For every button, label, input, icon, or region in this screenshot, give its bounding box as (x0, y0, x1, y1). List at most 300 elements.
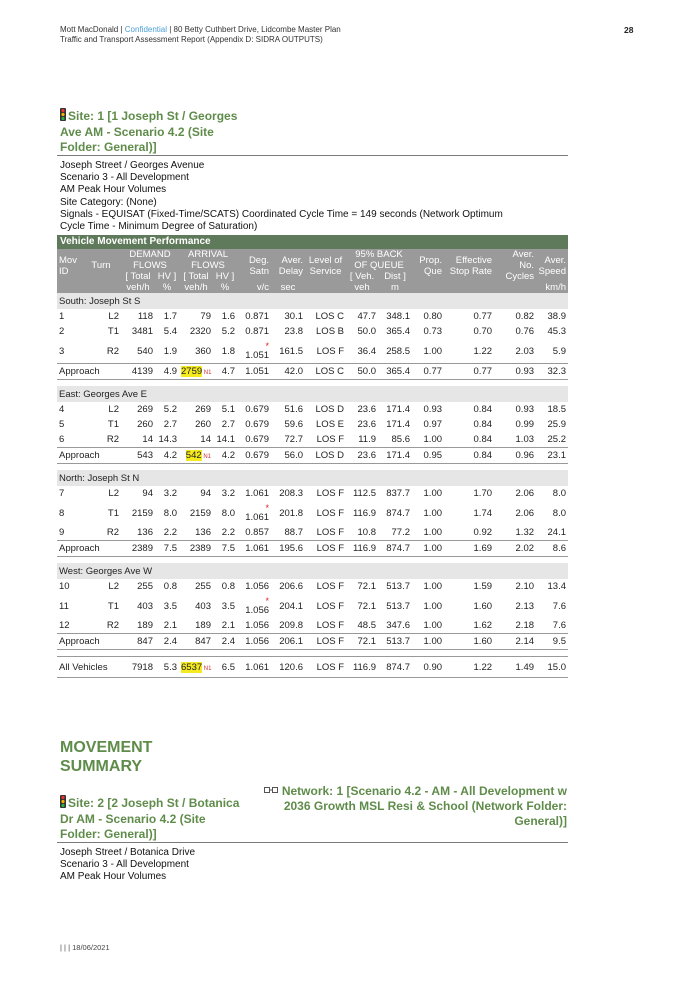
turn-cell: L2 (108, 404, 119, 415)
table-cell: 1.00 (423, 600, 443, 612)
deg-satn-cell: 0.857 (245, 527, 270, 538)
table-cell: 1.9 (163, 345, 177, 357)
deg-satn-cell: 0.679 (245, 434, 270, 445)
turn-cell: T1 (107, 507, 119, 519)
table-cell: 14 (142, 434, 153, 445)
col-prop-que: Prop. Que (412, 249, 444, 282)
los-cell: LOS C (305, 364, 346, 380)
table-cell: 1.7 (163, 311, 177, 322)
mov-id-cell: 12 (59, 620, 70, 631)
table-cell: 365.4 (378, 364, 412, 380)
table-cell: 4.7 (213, 364, 237, 380)
unit-cell (494, 282, 536, 293)
table-cell: 4.2 (213, 448, 237, 464)
table-cell: 1.62 (473, 620, 493, 631)
table-cell: 1.00 (412, 541, 444, 557)
network-title-line-2: 2036 Growth MSL Resi & School (Network Folder: (283, 799, 567, 813)
spacer-cell (57, 650, 568, 657)
arrival-total-cell: 94 (200, 488, 211, 499)
table-cell: 116.9 (346, 657, 378, 678)
approach-label: Approach (57, 448, 121, 464)
arrival-total-cell: 255 (195, 581, 211, 592)
table-cell: 1.00 (423, 507, 443, 519)
table-cell: 94 (142, 488, 153, 499)
table-cell: 403 (137, 600, 153, 612)
table-cell: 260 (137, 419, 153, 430)
vehicle-movement-performance-bar: Vehicle Movement Performance (57, 235, 568, 249)
table-cell: 136 (137, 527, 153, 538)
table-cell: 3.5 (163, 600, 177, 612)
arrival-total-cell: 189 (195, 620, 211, 631)
page-footer: | | | 18/06/2021 (60, 943, 110, 952)
table-cell: 51.6 (284, 404, 304, 415)
table-cell: 116.9 (346, 541, 378, 557)
deg-satn-cell: 0.679 (245, 419, 270, 430)
all-vehicles-row (57, 657, 568, 678)
table-cell: 8.0 (552, 488, 567, 499)
table-cell: 1.22 (473, 345, 493, 357)
table-cell: 0.679 (237, 448, 271, 464)
los-cell: LOS B (316, 326, 345, 337)
highlighted-value: 6537 (181, 661, 203, 673)
table-cell: 2.10 (515, 581, 535, 592)
turn-cell: L2 (108, 311, 119, 322)
table-cell: 0.97 (423, 419, 443, 430)
table-cell: 1.22 (444, 657, 494, 678)
table-cell: 0.84 (473, 404, 493, 415)
mov-id-cell: 10 (59, 581, 70, 592)
site1-title-line-1: Site: 1 [1 Joseph St / Georges (68, 109, 238, 123)
table-cell: 5.2 (221, 326, 236, 337)
turn-cell: R2 (106, 527, 119, 538)
table-cell: 15.0 (536, 657, 568, 678)
site1-description (60, 160, 503, 233)
desc-line: Scenario 3 - All Development (60, 859, 189, 871)
deg-satn-cell: 1.056 (245, 581, 270, 592)
section-row (57, 563, 568, 579)
col-effective-stop-rate: Effective Stop Rate (444, 249, 494, 282)
table-cell: 171.4 (378, 448, 412, 464)
table-cell: 1.8 (221, 345, 236, 357)
table-row (57, 594, 568, 618)
table-cell: 23.1 (536, 448, 568, 464)
table-cell: 0.95 (412, 448, 444, 464)
arrival-total-cell (179, 657, 213, 678)
table-cell: 1.69 (444, 541, 494, 557)
header-line-1 (60, 25, 341, 35)
table-cell: 5.9 (552, 345, 567, 357)
los-cell: LOS F (316, 620, 345, 631)
section-row (57, 470, 568, 486)
desc-line: Joseph Street / Botanica Drive (60, 847, 196, 858)
table-cell: 1.061 (237, 541, 271, 557)
table-cell: 14.1 (216, 434, 236, 445)
site2-rule (57, 842, 568, 843)
table-cell: 72.1 (346, 634, 378, 650)
table-cell: 2.02 (494, 541, 536, 557)
deg-satn-value: 1.056 (245, 604, 270, 616)
deg-satn-cell: 0.679 (245, 404, 270, 415)
table-cell: 5.2 (163, 404, 177, 415)
table-cell: 2.4 (213, 634, 237, 650)
desc-line: Site Category: (None) (60, 196, 157, 208)
table-cell: 50.0 (357, 326, 377, 337)
turn-cell: R2 (106, 620, 119, 631)
note-n1-marker: N1 (202, 370, 212, 376)
arrival-total-cell: 269 (195, 404, 211, 415)
arrival-total-cell: 360 (195, 345, 211, 357)
table-cell: 13.4 (547, 581, 567, 592)
col-aver-no-cycles: Aver. No. Cycles (494, 249, 536, 282)
table-row (57, 525, 568, 541)
turn-cell: T1 (107, 419, 119, 430)
table-cell: 6.5 (213, 657, 237, 678)
header-confidential: Confidential (124, 25, 168, 34)
mov-id-cell: 8 (59, 507, 65, 519)
table-cell: 513.7 (386, 600, 411, 612)
col-deg-satn: Deg. Satn (237, 249, 271, 282)
col-arrival-flows: ARRIVAL FLOWS (179, 249, 237, 271)
mov-id-cell: 9 (59, 527, 65, 538)
table-cell: 8.6 (536, 541, 568, 557)
arrival-total-cell: 403 (195, 600, 211, 612)
unit-cell (81, 282, 121, 293)
table-cell: 4.2 (155, 448, 179, 464)
table-cell: 348.1 (386, 311, 411, 322)
table-cell: 1.60 (444, 634, 494, 650)
table-cell: 0.8 (221, 581, 236, 592)
header-org: Mott MacDonald | (60, 25, 125, 34)
table-cell: 11.9 (358, 434, 377, 445)
turn-cell: L2 (108, 488, 119, 499)
table-row (57, 309, 568, 324)
table-cell: 1.00 (423, 581, 443, 592)
table-cell: 10.8 (357, 527, 377, 538)
table-cell: 50.0 (346, 364, 378, 380)
mov-id-cell: 11 (59, 600, 69, 612)
unit-cell: km/h (536, 282, 568, 293)
turn-cell: R2 (106, 345, 119, 357)
table-cell: 269 (137, 404, 153, 415)
los-cell: LOS C (315, 311, 345, 322)
section-label: South: Joseph St S (57, 293, 568, 309)
table-cell: 36.4 (357, 345, 377, 357)
table-cell: 4139 (121, 364, 155, 380)
table-cell: 23.8 (284, 326, 304, 337)
table-cell: 206.1 (271, 634, 305, 650)
highlighted-value: 542 (185, 450, 202, 461)
unit-cell (57, 282, 81, 293)
site2-title-line-3: Folder: General)] (60, 827, 157, 841)
table-cell: 0.77 (412, 364, 444, 380)
table-cell: 513.7 (386, 581, 411, 592)
table-cell: 23.6 (357, 404, 377, 415)
table-cell: 2389 (121, 541, 155, 557)
los-cell: LOS F (316, 527, 345, 538)
traffic-light-icon (60, 108, 66, 125)
deg-satn-cell (237, 594, 271, 618)
approach-row (57, 634, 568, 650)
los-cell: LOS F (316, 345, 345, 357)
site2-title-line-2: Dr AM - Scenario 4.2 (Site (60, 812, 206, 826)
col-back-of-queue: 95% BACK OF QUEUE (346, 249, 412, 271)
col-demand-flows: DEMAND FLOWS (121, 249, 179, 271)
arrival-total-cell: 14 (200, 434, 211, 445)
table-cell: 0.73 (423, 326, 443, 337)
table-cell: 0.77 (444, 364, 494, 380)
unit-cell: veh/h (179, 282, 213, 293)
table-cell: 0.99 (515, 419, 535, 430)
table-cell: 2.06 (515, 507, 535, 519)
spacer-row (57, 650, 568, 657)
table-row (57, 417, 568, 432)
deg-satn-cell (237, 339, 271, 364)
table-cell: 8.0 (163, 507, 177, 519)
oversaturation-star: * (265, 340, 270, 351)
table-cell: 1.60 (473, 600, 493, 612)
mov-id-cell: 4 (59, 404, 65, 415)
desc-line: Cycle Time - Minimum Degree of Saturation) (60, 221, 258, 233)
table-cell: 45.3 (547, 326, 567, 337)
table-cell: 42.0 (271, 364, 305, 380)
los-cell: LOS D (315, 404, 345, 415)
table-cell: 5.3 (155, 657, 179, 678)
table-cell: 23.6 (357, 419, 377, 430)
table-cell: 3.5 (221, 600, 236, 612)
site2-description (60, 847, 195, 884)
col-aver-delay: Aver. Delay (271, 249, 305, 282)
table-cell: 1.00 (423, 620, 443, 631)
table-cell: 3.2 (221, 488, 236, 499)
table-cell: 38.9 (547, 311, 567, 322)
network-title-line-3: General)] (514, 814, 567, 828)
table-cell: 874.7 (386, 507, 411, 519)
table-cell: 2.1 (221, 620, 236, 631)
table-cell: 171.4 (386, 419, 411, 430)
movement-summary-heading (60, 738, 152, 776)
table-cell: 2.03 (515, 345, 535, 357)
desc-line: Signals - EQUISAT (Fixed-Time/SCATS) Coordinated Cycle Time = 149 seconds (Network Optimum (60, 208, 503, 220)
arrival-total-cell: 136 (195, 527, 211, 538)
unit-cell: m (378, 282, 412, 293)
section-label: West: Georges Ave W (57, 563, 568, 579)
table-cell: 7.6 (552, 600, 567, 612)
table-cell: 8.0 (552, 507, 567, 519)
table-cell: 543 (121, 448, 155, 464)
table-cell: 0.92 (473, 527, 493, 538)
traffic-light-icon (60, 795, 66, 812)
col-demand-total: [ Total (121, 271, 155, 282)
col-arrival-total: [ Total (179, 271, 213, 282)
table-cell: 874.7 (378, 657, 412, 678)
note-n1-marker: N1 (202, 665, 212, 672)
unit-cell: sec (271, 282, 305, 293)
table-cell: 0.93 (494, 364, 536, 380)
col-demand-hv: HV ] (155, 271, 179, 282)
table-cell: 0.76 (515, 326, 535, 337)
deg-satn-cell (237, 501, 271, 525)
units-row (57, 282, 568, 293)
deg-satn-value: 1.051 (245, 349, 270, 361)
table-cell: 72.1 (357, 581, 377, 592)
col-mov-id: Mov ID (57, 249, 81, 282)
los-cell: LOS F (316, 581, 345, 592)
col-queue-dist: Dist ] (378, 271, 412, 282)
table-row (57, 339, 568, 364)
table-cell: 88.7 (284, 527, 304, 538)
table-cell: 2.06 (515, 488, 535, 499)
table-cell: 1.6 (221, 311, 236, 322)
section-row (57, 293, 568, 309)
table-cell: 0.93 (423, 404, 443, 415)
table-cell: 206.6 (279, 581, 304, 592)
turn-cell: T1 (107, 326, 119, 337)
table-cell: 1.00 (423, 488, 443, 499)
network-title-line-1: Network: 1 [Scenario 4.2 - AM - All Development w (281, 784, 567, 798)
table-row (57, 432, 568, 448)
site2-title (60, 795, 260, 842)
col-arrival-hv: HV ] (213, 271, 237, 282)
table-cell: 2.4 (155, 634, 179, 650)
table-cell: 72.7 (284, 434, 304, 445)
unit-cell: veh (346, 282, 378, 293)
table-cell: 72.1 (357, 600, 377, 612)
table-cell: 0.70 (473, 326, 493, 337)
table-cell: 2.1 (163, 620, 177, 631)
table-cell: 258.5 (386, 345, 411, 357)
table-cell: 1.00 (423, 345, 443, 357)
table-cell: 118 (137, 311, 153, 322)
table-cell: 112.5 (352, 488, 377, 499)
los-cell: LOS F (316, 434, 345, 445)
arrival-total-cell: 260 (195, 419, 211, 430)
site1-title-line-2: Ave AM - Scenario 4.2 (Site (60, 125, 214, 139)
table-cell: 1.00 (412, 634, 444, 650)
table-cell: 255 (137, 581, 153, 592)
desc-line: AM Peak Hour Volumes (60, 871, 167, 883)
table-cell: 0.8 (163, 581, 177, 592)
approach-row (57, 448, 568, 464)
table-cell: 1.061 (237, 657, 271, 678)
table-cell: 7918 (121, 657, 155, 678)
mov-id-cell: 1 (59, 311, 65, 322)
table-cell: 2159 (131, 507, 153, 519)
deg-satn-value: 1.061 (245, 511, 270, 523)
table-cell: 1.49 (494, 657, 536, 678)
unit-cell (412, 282, 444, 293)
arrival-total-cell: 79 (200, 311, 211, 322)
table-cell: 59.6 (284, 419, 304, 430)
table-cell: 1.32 (515, 527, 535, 538)
approach-label: Approach (57, 634, 121, 650)
table-row (57, 579, 568, 594)
site1-title (60, 108, 260, 155)
los-cell: LOS F (316, 488, 345, 499)
los-cell: LOS F (316, 600, 345, 612)
table-cell: 540 (137, 345, 153, 357)
arrival-total-cell: 2320 (189, 326, 211, 337)
unit-cell: v/c (237, 282, 271, 293)
table-row (57, 324, 568, 339)
page-number: 28 (624, 25, 634, 35)
table-cell: 1.59 (473, 581, 493, 592)
deg-satn-cell: 1.056 (245, 620, 270, 631)
los-cell: LOS F (316, 507, 345, 519)
approach-row (57, 364, 568, 380)
arrival-total-cell: 2159 (189, 507, 211, 519)
turn-cell: R2 (106, 434, 119, 445)
approach-label: Approach (57, 364, 121, 380)
table-cell: 1.00 (423, 434, 443, 445)
table-cell: 7.5 (213, 541, 237, 557)
table-cell: 47.7 (357, 311, 377, 322)
table-cell: 2.13 (515, 600, 535, 612)
table-cell: 0.96 (494, 448, 536, 464)
mov-id-cell: 7 (59, 488, 65, 499)
table-cell: 3.2 (163, 488, 177, 499)
table-cell: 189 (137, 620, 153, 631)
table-cell: 209.8 (279, 620, 304, 631)
table-cell: 347.6 (386, 620, 411, 631)
table-cell: 48.5 (357, 620, 377, 631)
table-cell: 0.93 (515, 404, 535, 415)
table-cell: 874.7 (378, 541, 412, 557)
table-cell: 0.77 (473, 311, 493, 322)
network-title (255, 784, 567, 829)
col-turn: Turn (81, 249, 121, 282)
table-cell: 365.4 (386, 326, 411, 337)
site1-rule (57, 155, 568, 156)
los-cell: LOS F (305, 634, 346, 650)
movement-summary-line: SUMMARY (60, 758, 143, 775)
desc-line: Joseph Street / Georges Avenue (60, 160, 205, 171)
mov-id-cell: 6 (59, 434, 65, 445)
highlighted-value: 2759 (181, 366, 203, 377)
mov-id-cell: 3 (59, 345, 65, 357)
deg-satn-cell: 0.871 (245, 311, 270, 322)
header-line-2: Traffic and Transport Assessment Report (Appendix D: SIDRA OUTPUTS) (60, 35, 323, 44)
unit-cell: veh/h (121, 282, 155, 293)
deg-satn-cell: 1.061 (245, 488, 270, 499)
document-header (60, 25, 341, 45)
table-cell: 25.2 (547, 434, 567, 445)
table-cell: 847 (121, 634, 155, 650)
table-cell: 208.3 (279, 488, 304, 499)
movement-table-body (57, 293, 568, 678)
unit-cell (305, 282, 346, 293)
table-cell: 171.4 (386, 404, 411, 415)
table-cell: 0.82 (515, 311, 535, 322)
table-cell: 14.3 (158, 434, 177, 445)
table-cell: 56.0 (271, 448, 305, 464)
table-cell: 1.03 (515, 434, 535, 445)
section-label: East: Georges Ave E (57, 386, 568, 402)
table-cell: 24.1 (547, 527, 567, 538)
col-queue-veh: [ Veh. (346, 271, 378, 282)
site1-title-line-3: Folder: General)] (60, 140, 157, 154)
table-row (57, 486, 568, 501)
unit-cell: % (155, 282, 179, 293)
table-cell: 1.051 (237, 364, 271, 380)
table-cell: 1.70 (473, 488, 493, 499)
site2-title-line-1: Site: 2 [2 Joseph St / Botanica (68, 796, 240, 810)
mov-id-cell: 2 (59, 326, 65, 337)
table-cell: 5.1 (221, 404, 236, 415)
table-cell: 7.6 (552, 620, 567, 631)
table-cell: 120.6 (271, 657, 305, 678)
table-cell: 837.7 (386, 488, 411, 499)
table-row (57, 501, 568, 525)
